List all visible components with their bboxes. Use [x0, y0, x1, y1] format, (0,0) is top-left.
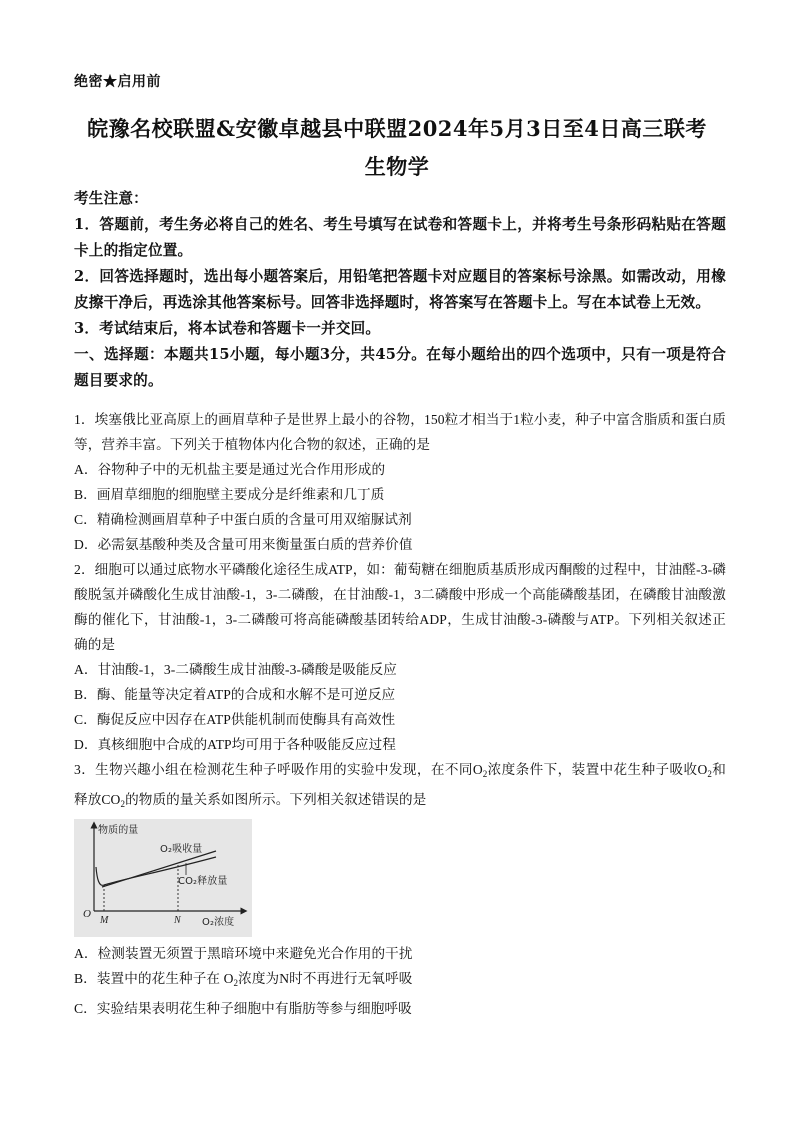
- confidential-mark: 绝密★启用前: [74, 74, 161, 90]
- x-axis-label: O₂浓度: [202, 917, 235, 928]
- questions: [74, 407, 726, 1021]
- q1-option-d: D．必需氨基酸种类及含量可用来衡量蛋白质的营养价值: [74, 537, 413, 552]
- q2-option-d: D．真核细胞中合成的ATP均可用于各种吸能反应过程: [74, 737, 396, 752]
- y-axis-label: 物质的量: [98, 825, 139, 836]
- o2-uptake-label: O₂吸收量: [160, 844, 203, 855]
- q2-option-c: C．酶促反应中因存在ATP供能机制而使酶具有高效性: [74, 712, 396, 727]
- respiration-graph: [74, 819, 252, 937]
- q3-option-c: C．实验结果表明花生种子细胞中有脂肪等参与细胞呼吸: [74, 1001, 412, 1016]
- exam-title: 皖豫名校联盟&安徽卓越县中联盟2024年5月3日至4日高三联考: [87, 116, 707, 141]
- q1-option-c: C．精确检测画眉草种子中蛋白质的含量可用双缩脲试剂: [74, 512, 412, 527]
- q3-stem: 3．生物兴趣小组在检测花生种子呼吸作用的实验中发现，在不同$O_2$浓度条件下，装置中花生种子吸收$O_2$和释放$CO_2$的物质的量关系如图所示。下列相关叙述错误的是: [74, 762, 726, 809]
- notes-heading: 考生注意：: [74, 190, 148, 207]
- section-heading: 一、选择题：本题共15小题，每小题3分，共45分。在每小题给出的四个选项中，只有一项是符合题目要求的。: [74, 346, 726, 389]
- subject-title: 生物学: [364, 154, 430, 179]
- q3-option-b: B．装置中的花生种子在 $O_2$浓度为N时不再进行无氧呼吸: [74, 971, 413, 988]
- note-item-1: 1．答题前，考生务必将自己的姓名、考生号填写在试卷和答题卡上，并将考生号条形码粘贴在答题卡上的指定位置。: [74, 216, 726, 259]
- q2-option-a: A．甘油酸-1，3-二磷酸生成甘油酸-3-磷酸是吸能反应: [74, 662, 397, 677]
- q1-option-a: A．谷物种子中的无机盐主要是通过光合作用形成的: [74, 462, 386, 477]
- note-item-2: 2．回答选择题时，选出每小题答案后，用铅笔把答题卡对应题目的答案标号涂黑。如需改动，用橡皮擦干净后，再选涂其他答案标号。回答非选择题时，将答案写在答题卡上。写在本试卷上无效。: [74, 268, 726, 311]
- m-label: M: [100, 915, 109, 926]
- q3-figure: [74, 819, 252, 937]
- note-item-3: 3．考试结束后，将本试卷和答题卡一并交回。: [74, 320, 381, 337]
- q1-option-b: B．画眉草细胞的细胞壁主要成分是纤维素和几丁质: [74, 487, 385, 502]
- q2-option-b: B．酶、能量等决定着ATP的合成和水解不是可逆反应: [74, 687, 396, 702]
- co2-release-label: CO₂释放量: [178, 876, 228, 887]
- exam-notes: [74, 186, 726, 394]
- origin-label: O: [83, 908, 92, 920]
- n-label: N: [174, 915, 181, 926]
- q2-stem: 2．细胞可以通过底物水平磷酸化途径生成ATP，如：葡萄糖在细胞质基质形成丙酮酸的过程中，甘油醛-3-磷酸脱氢并磷酸化生成甘油酸-1，3-二磷酸，在甘油酸-1，3二磷酸中形成一个高能磷酸基团，在磷酸甘油酸激酶的催化下，甘油酸-1，3-二磷酸可将高能磷酸基团转给ADP，生成甘油酸-3-磷酸与ATP。下列相关叙述正确的是: [74, 562, 726, 652]
- q1-stem: 1．埃塞俄比亚高原上的画眉草种子是世界上最小的谷物，150粒才相当于1粒小麦，种子中富含脂质和蛋白质等，营养丰富。下列关于植物体内化合物的叙述，正确的是: [74, 412, 726, 452]
- q3-option-a: A．检测装置无须置于黑暗环境中来避免光合作用的干扰: [74, 946, 413, 961]
